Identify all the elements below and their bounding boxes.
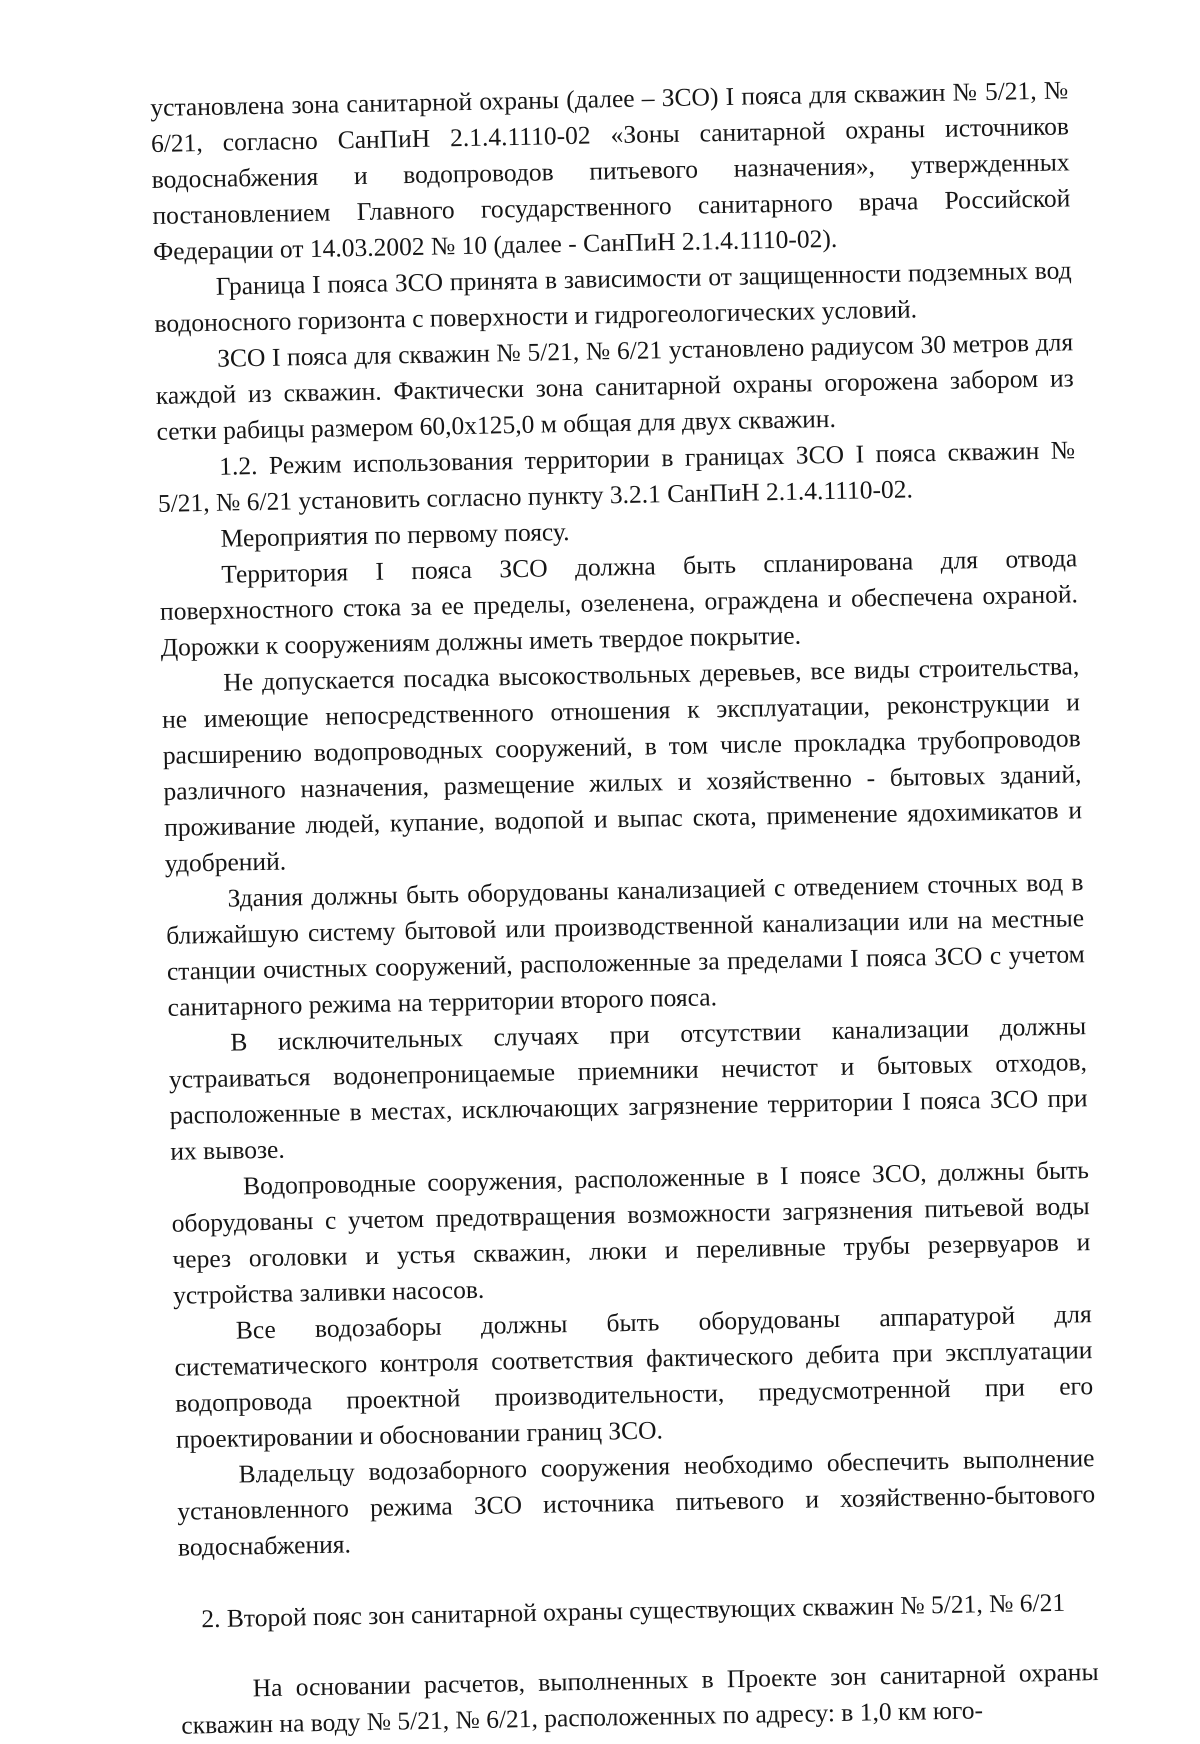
paragraph-territory: Территория I пояса ЗСО должна быть спланирована для отвода поверхностного стока за ее пределы, озеленена, ограждена и обеспечена охраной. Дорожки к сооружениям должны иметь твердое покрытие. xyxy=(159,543,1079,662)
paragraph-zone-established: установлена зона санитарной охраны (далее – ЗСО) I пояса для скважин № 5/21, № 6/21, согласно СанПиН 2.1.4.1110-02 «Зоны санитарной охраны источников водоснабжения и водопроводов питьевого назначения», утвержденных постановлением Главного государственного санитарного врача Российской Федерации от 14.03.2002 № 10 (далее - СанПиН 2.1.4.1110-02). xyxy=(150,75,1071,266)
paragraph-water-intakes: Все водозаборы должны быть оборудованы аппаратурой для систематического контроля соответствия фактического дебита при эксплуатации водопровода проектной производительности, предусмотренной при его проектировании и обосновании границ ЗСО. xyxy=(174,1299,1094,1454)
document-body xyxy=(150,72,1100,1743)
paragraph-zone-radius: ЗСО I пояса для скважин № 5/21, № 6/21 установлено радиусом 30 метров для каждой из скважин. Фактически зона санитарной охраны огорожена забором из сетки рабицы размером 60,0х125,0 м общая для двух скважин. xyxy=(155,327,1074,446)
paragraph-prohibitions: Не допускается посадка высокоствольных деревьев, все виды строительства, не имеющие непосредственного отношения к эксплуатации, реконструкции и расширению водопроводных сооружений, в том числе прокладка трубопроводов различного назначения, размещение жилых и хозяйственно - бытовых зданий, проживание людей, купание, водопой и выпас скота, применение ядохимикатов и удобрений. xyxy=(161,651,1083,878)
paragraph-water-structures: Водопроводные сооружения, расположенные в I поясе ЗСО, должны быть оборудованы с учетом предотвращения возможности загрязнения питьевой воды через оголовки и устья скважин, люки и переливные трубы резервуаров и устройства заливки насосов. xyxy=(171,1155,1091,1310)
paragraph-sewerage: Здания должны быть оборудованы канализацией с отведением сточных вод в ближайшую систему бытовой или производственной канализации или на местные станции очистных сооружений, расположенные за пределами I пояса ЗСО с учетом санитарного режима на территории второго пояса. xyxy=(165,867,1086,1022)
section-heading: 2. Второй пояс зон санитарной охраны существующих скважин № 5/21, № 6/21 xyxy=(201,1587,1066,1634)
paragraph-measures-title: Мероприятия по первому поясу. xyxy=(220,517,570,553)
paragraph-owner-obligation: Владельцу водозаборного сооружения необходимо обеспечить выполнение установленного режима ЗСО источника питьевого и хозяйственно-бытового водоснабжения. xyxy=(177,1443,1096,1562)
paragraph-exceptional-cases: В исключительных случаях при отсутствии канализации должны устраиваться водонепроницаемые приемники нечистот и бытовых отходов, расположенные в местах, исключающих загрязнение территории I пояса ЗСО при их вывозе. xyxy=(168,1011,1088,1166)
paragraph-usage-regime: 1.2. Режим использования территории в границах ЗСО I пояса скважин № 5/21, № 6/21 установить согласно пункту 3.2.1 СанПиН 2.1.4.1110-02. xyxy=(157,435,1076,518)
paragraph-zone-boundary: Граница I пояса ЗСО принята в зависимости от защищенности подземных вод водоносного горизонта с поверхности и гидрогеологических условий. xyxy=(154,255,1072,338)
paragraph-calculations: На основании расчетов, выполненных в Проекте зон санитарной охраны скважин на воду № 5/21, № 6/21, расположенных по адресу: в 1,0 км юго- xyxy=(181,1657,1099,1740)
